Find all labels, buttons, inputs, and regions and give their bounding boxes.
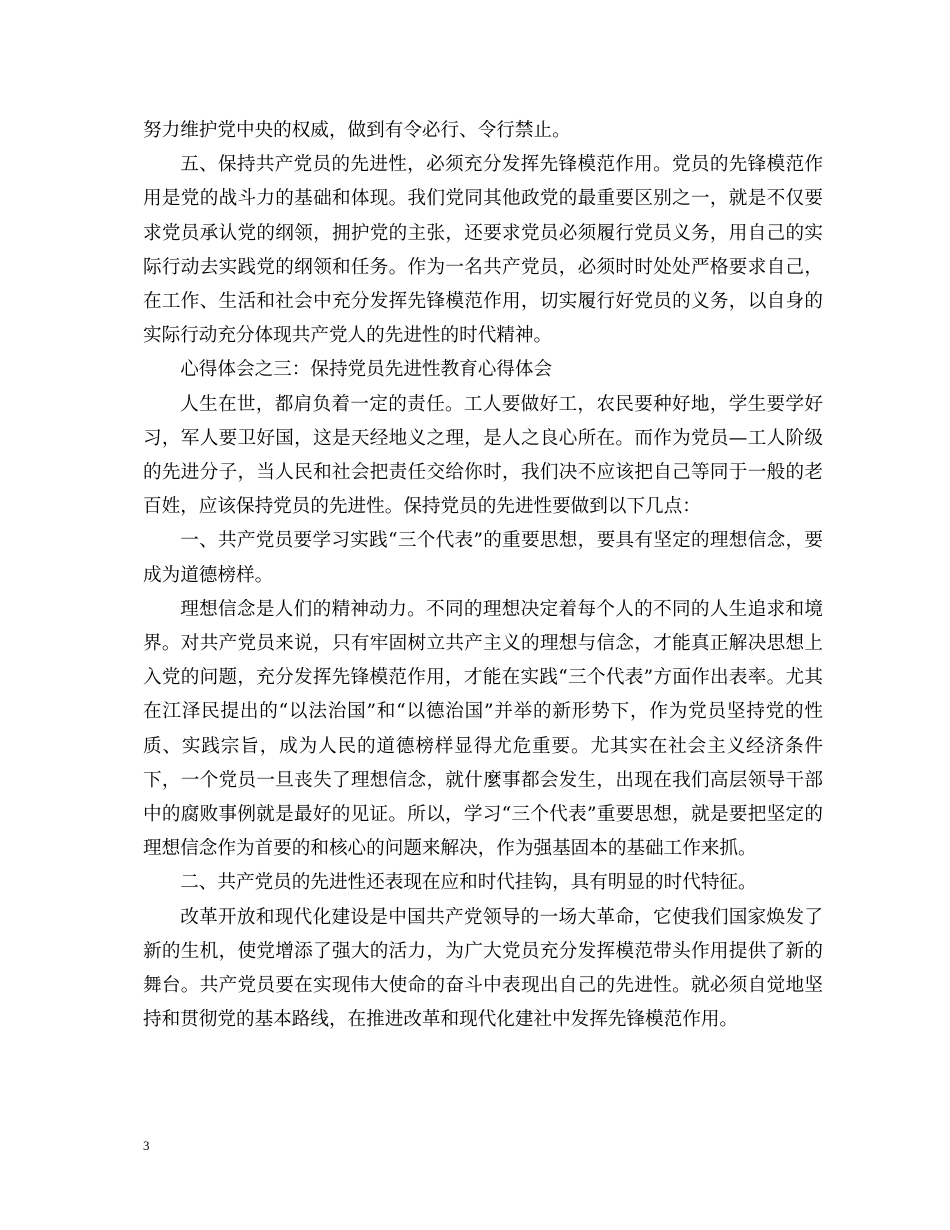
paragraph-point-five: 五、保持共产党员的先进性，必须充分发挥先锋模范作用。党员的先锋模范作用是党的战斗力的基础和体现。我们党同其他政党的最重要区别之一，就是不仅要求党员承认党的纲领，拥护党的主张，还要求党员必须履行党员义务，用自己的实际行动去实践党的纲领和任务。作为一名共产党员，必须时时处处严格要求自己，在工作、生活和社会中充分发挥先锋模范作用，切实履行好党员的义务，以自身的实际行动充分体现共产党人的先进性的时代精神。 — [143, 154, 823, 347]
page-number: 3 — [143, 1138, 150, 1153]
paragraph-ideals: 理想信念是人们的精神动力。不同的理想决定着每个人的不同的人生追求和境界。对共产党员来说，只有牢固树立共产主义的理想与信念，才能真正解决思想上入党的问题，充分发挥先锋模范作用，才能在实践“三个代表”方面作出表率。尤其在江泽民提出的“以法治国”和“以德治国”并举的新形势下，作为党员坚持党的性质、实践宗旨，成为人民的道德榜样显得尤危重要。尤其实在社会主义经济条件下，一个党员一旦丧失了理想信念，就什麼事都会发生，出现在我们高层领导干部中的腐败事例就是最好的见证。所以，学习“三个代表”重要思想，就是要把坚定的理想信念作为首要的和核心的问题来解决，作为强基固本的基础工作来抓。 — [143, 598, 823, 860]
section-heading: 心得体会之三：保持党员先进性教育心得体会 — [180, 359, 553, 381]
paragraph-continuation: 努力维护党中央的权威，做到有令必行、令行禁止。 — [143, 120, 571, 141]
paragraph-reform: 改革开放和现代化建设是中国共产党领导的一场大革命，它使我们国家焕发了新的生机，使党增添了强大的活力，为广大党员充分发挥模范带头作用提供了新的舞台。共产党员要在实现伟大使命的奋斗中表现出自己的先进性。就必须自觉地坚持和贯彻党的基本路线，在推进改革和现代化建社中发挥先锋模范作用。 — [143, 906, 823, 1031]
paragraph-point-one: 一、共产党员要学习实践“三个代表”的重要思想，要具有坚定的理想信念，要成为道德榜样。 — [143, 530, 823, 586]
paragraph-intro: 人生在世，都肩负着一定的责任。工人要做好工，农民要种好地，学生要学好习，军人要卫好国，这是天经地义之理，是人之良心所在。而作为党员—工人阶级的先进分子，当人民和社会把责任交给你时，我们决不应该把自己等同于一般的老百姓，应该保持党员的先进性。保持党员的先进性要做到以下几点： — [143, 393, 823, 518]
paragraph-point-two: 二、共产党员的先进性还表现在应和时代挂钩，具有明显的时代特征。 — [180, 872, 757, 894]
body-text — [143, 114, 823, 1037]
